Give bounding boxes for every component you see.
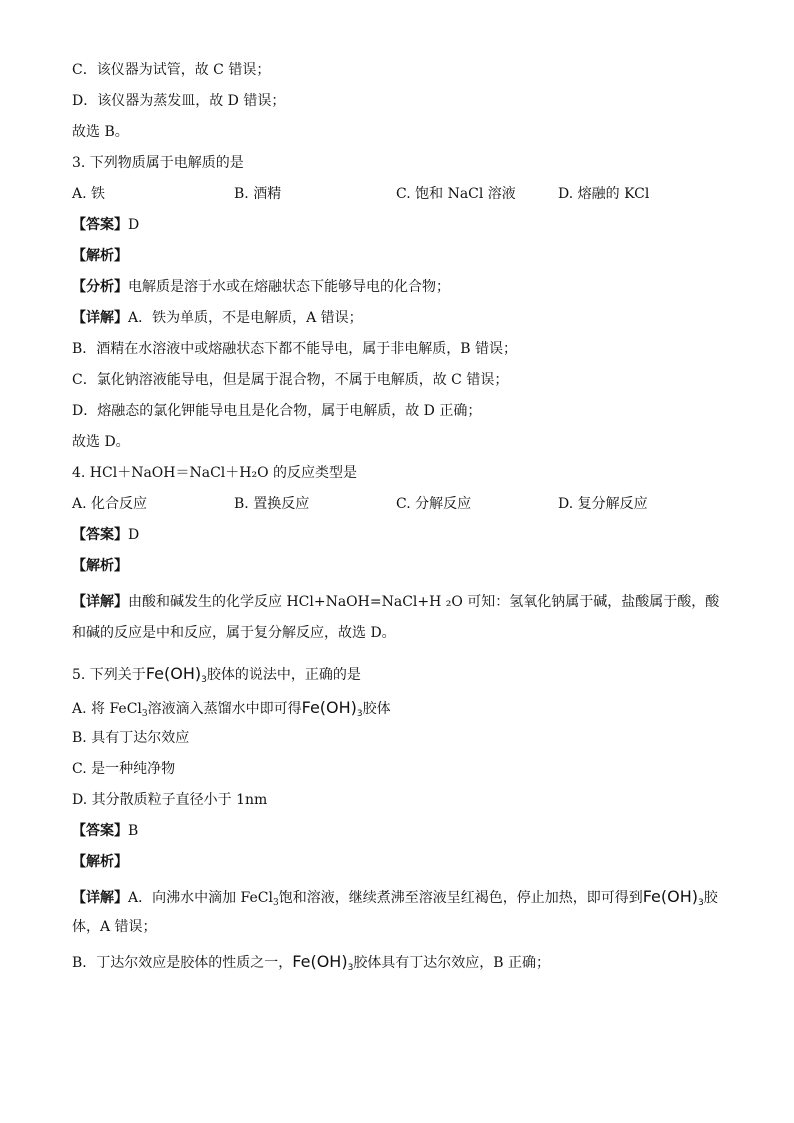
text-line: C．该仪器为试管，故 C 错误； (72, 62, 271, 78)
text-line: 故选 D。 (72, 434, 130, 450)
formula-sub: 3 (698, 898, 704, 908)
option-c: C. 分解反应 (396, 496, 472, 512)
formula-sub: 3 (201, 675, 207, 685)
detail-text: A．向沸水中滴加 FeCl (128, 890, 273, 906)
option-c: C. 饱和 NaCl 溶液 (396, 186, 516, 202)
analysis-label: 【解析】 (72, 854, 128, 870)
option-text: 溶液滴入蒸馏水中即可得 (147, 701, 302, 717)
question-4: 4. HCl＋NaOH＝NaCl＋H₂O 的反应类型是 (72, 465, 358, 481)
formula (292, 952, 353, 971)
q5-text: 5. 下列关于 (72, 667, 146, 683)
formula-sub: 3 (356, 709, 363, 719)
text-line (72, 948, 732, 982)
question-3-options (72, 184, 732, 215)
text-line: C．氯化钠溶液能导电，但是属于混合物，不属于电解质，故 C 错误； (72, 372, 509, 388)
option-d: D. 复分解反应 (558, 496, 648, 512)
detail-paragraph (72, 587, 732, 649)
detail-text: 由酸和碱发生的化学反应 HCl+NaOH=NaCl+H ₂O 可知：氢氧化钠属于碱，盐酸属于酸，酸和碱的反应是中和反应，属于复分解反应，故选 D。 (72, 594, 720, 641)
answer-value: B (128, 823, 139, 839)
formula-sub: 3 (272, 898, 279, 908)
answer-line (72, 821, 732, 852)
formula (302, 698, 363, 717)
formula-base: Fe(OH) (642, 887, 698, 906)
fenxi-label: 【分析】 (72, 279, 128, 295)
answer-line (72, 215, 732, 246)
formula-base: Fe(OH) (301, 698, 357, 717)
text-line: 故选 B。 (72, 124, 129, 140)
question-5 (72, 660, 732, 694)
text-line: 体，A 错误； (72, 919, 157, 935)
formula-base: Fe(OH) (145, 664, 202, 683)
detail-text: B．丁达尔效应是胶体的性质之一， (72, 955, 293, 971)
detail-label: 【详解】 (72, 890, 128, 906)
detail-line (72, 308, 732, 339)
option-a: A. 化合反应 (72, 496, 148, 512)
document-page (72, 60, 732, 982)
detail-label: 【详解】 (72, 594, 128, 610)
option-d: D. 其分散质粒子直径小于 1nm (72, 792, 268, 808)
detail-label: 【详解】 (72, 310, 128, 326)
answer-line (72, 525, 732, 556)
analysis-label: 【解析】 (72, 248, 128, 264)
formula-sub: 3 (347, 963, 354, 973)
option-d: D. 熔融的 KCl (558, 186, 650, 202)
option-b: B. 具有丁达尔效应 (72, 730, 190, 746)
question-3: 3. 下列物质属于电解质的是 (72, 155, 244, 171)
option-c: C. 是一种纯净物 (72, 761, 176, 777)
detail-text: A．铁为单质，不是电解质，A 错误； (128, 310, 363, 326)
text-line: D．熔融态的氯化钾能导电且是化合物，属于电解质，故 D 正确； (72, 403, 482, 419)
detail-text: 饱和溶液，继续煮沸至溶液呈红褐色，停止加热，即可得到 (278, 890, 643, 906)
option-a (72, 694, 732, 728)
option-b: B. 酒精 (234, 186, 282, 202)
answer-value: D (128, 217, 140, 233)
option-text: A. 将 FeCl (72, 701, 142, 717)
text-line: B．酒精在水溶液中或熔融状态下都不能导电，属于非电解质，B 错误； (72, 341, 518, 357)
answer-value: D (128, 527, 140, 543)
detail-text: 胶体具有丁达尔效应，B 正确； (353, 955, 551, 971)
detail-text: 胶 (703, 890, 718, 906)
q5-text: 胶体的说法中，正确的是 (206, 667, 361, 683)
analysis-label: 【解析】 (72, 558, 128, 574)
question-4-options (72, 494, 732, 525)
text-line: D．该仪器为蒸发皿，故 D 错误； (72, 93, 286, 109)
option-a: A. 铁 (72, 186, 106, 202)
formula-sub: 3 (141, 709, 148, 719)
fenxi-line (72, 277, 732, 308)
answer-label: 【答案】 (72, 217, 128, 233)
answer-label: 【答案】 (72, 527, 128, 543)
formula-base: Fe(OH) (292, 952, 348, 971)
formula (146, 664, 207, 683)
formula (643, 887, 704, 906)
option-text: 胶体 (362, 701, 391, 717)
detail-line (72, 883, 732, 917)
fenxi-text: 电解质是溶于水或在熔融状态下能够导电的化合物； (128, 279, 450, 295)
option-b: B. 置换反应 (234, 496, 310, 512)
answer-label: 【答案】 (72, 823, 128, 839)
